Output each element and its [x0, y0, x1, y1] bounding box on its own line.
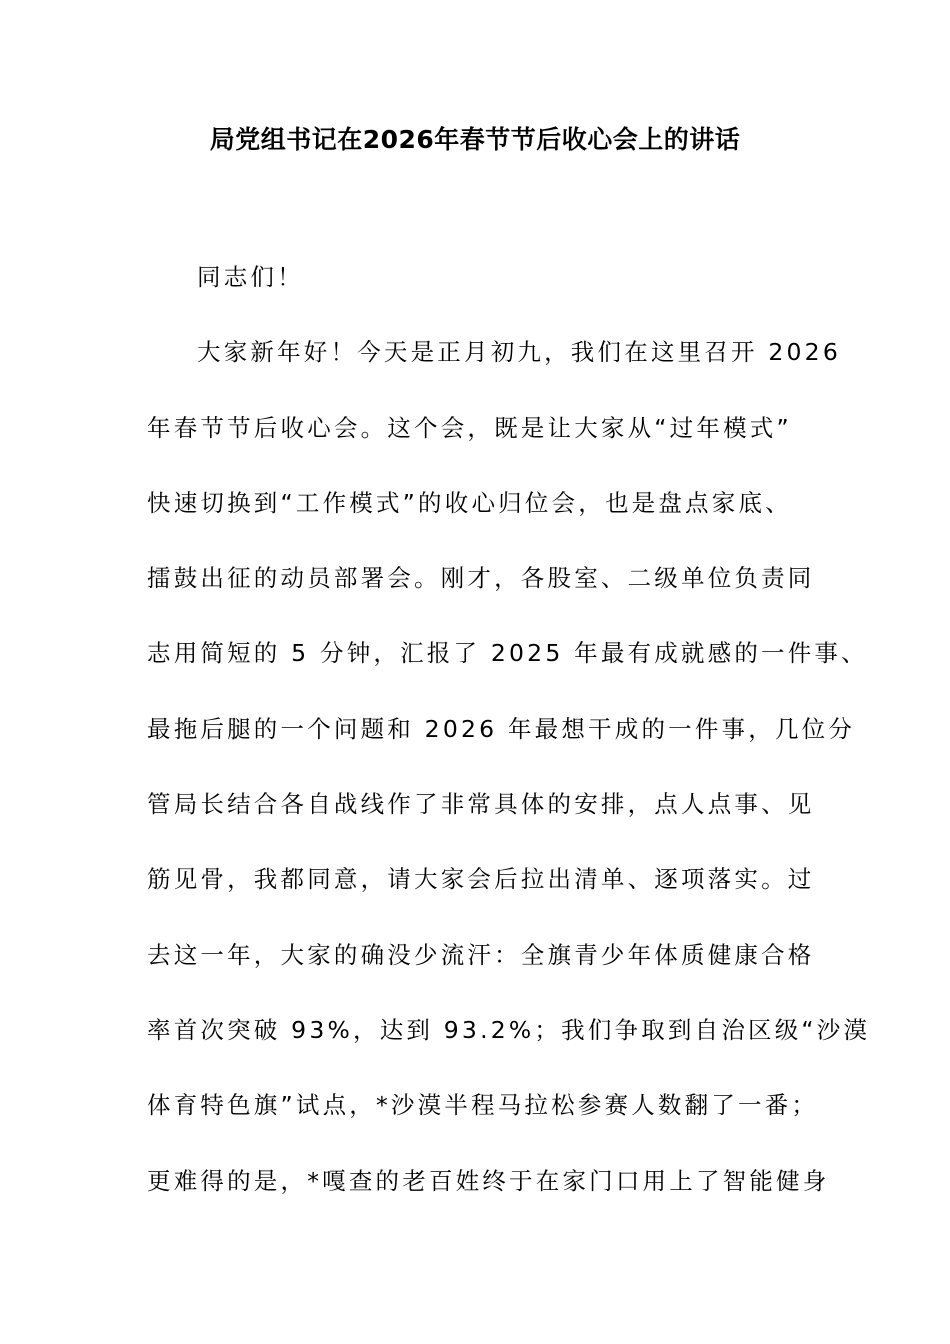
document-title: 局党组书记在2026年春节节后收心会上的讲话	[209, 125, 741, 154]
paragraph-line: 更难得的是，*嘎查的老百姓终于在家门口用上了智能健身	[147, 1166, 830, 1195]
paragraph-line: 管局长结合各自战线作了非常具体的安排，点人点事、见	[147, 790, 815, 819]
paragraph-line: 去这一年，大家的确没少流汗：全旗青少年体质健康合格	[147, 940, 815, 969]
paragraph-line: 大家新年好！今天是正月初九，我们在这里召开 2026	[197, 338, 841, 367]
paragraph-line: 筋见骨，我都同意，请大家会后拉出清单、逐项落实。过	[147, 865, 815, 894]
salutation: 同志们！	[197, 263, 304, 291]
paragraph-line: 年春节节后收心会。这个会，既是让大家从“过年模式”	[147, 413, 792, 442]
paragraph-line: 率首次突破 93%，达到 93.2%；我们争取到自治区级“沙漠	[147, 1015, 871, 1044]
paragraph-line: 志用简短的 5 分钟，汇报了 2025 年最有成就感的一件事、	[147, 639, 868, 668]
paragraph-line: 最拖后腿的一个问题和 2026 年最想干成的一件事，几位分	[147, 714, 856, 743]
paragraph-line: 快速切换到“工作模式”的收心归位会，也是盘点家底、	[147, 488, 792, 517]
document-body	[147, 240, 871, 1219]
paragraph-line: 擂鼓出征的动员部署会。刚才，各股室、二级单位负责同	[147, 564, 815, 593]
paragraph-line: 体育特色旗”试点，*沙漠半程马拉松参赛人数翻了一番；	[147, 1091, 819, 1120]
